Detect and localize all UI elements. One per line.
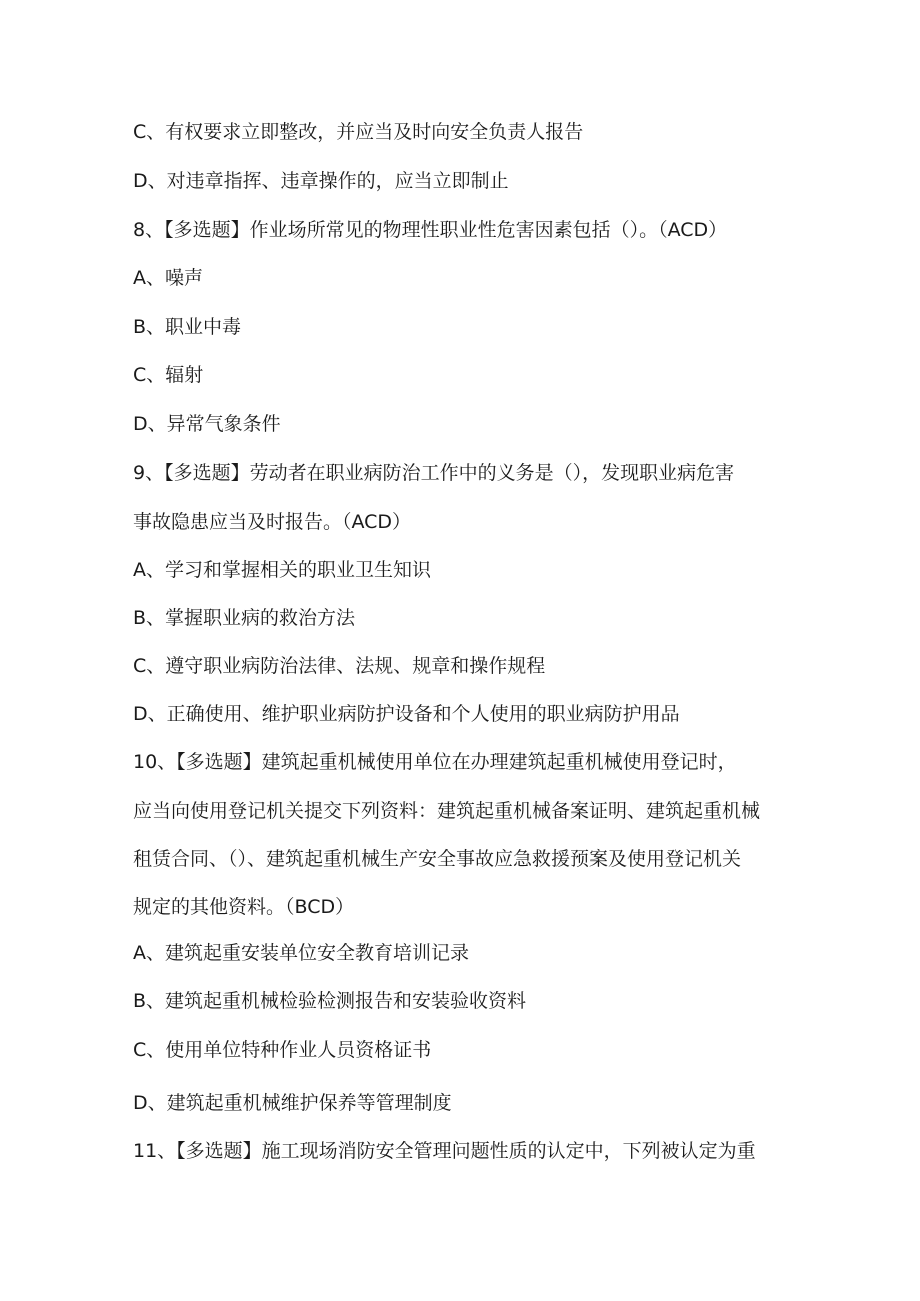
option-d-q10: D、建筑起重机械维护保养等管理制度 xyxy=(133,1092,452,1114)
option-a-q8: A、噪声 xyxy=(133,267,203,289)
option-b-q8: B、职业中毒 xyxy=(133,316,242,338)
option-c-q10: C、使用单位特种作业人员资格证书 xyxy=(133,1039,432,1061)
option-c-q7: C、有权要求立即整改，并应当及时向安全负责人报告 xyxy=(133,121,584,143)
option-d-q7: D、对违章指挥、违章操作的，应当立即制止 xyxy=(133,170,509,192)
option-b-q10: B、建筑起重机械检验检测报告和安装验收资料 xyxy=(133,990,527,1012)
option-d-q8: D、异常气象条件 xyxy=(133,413,281,435)
question-9-line-2: 事故隐患应当及时报告。（ACD） xyxy=(133,511,412,533)
question-8: 8、【多选题】作业场所常见的物理性职业性危害因素包括（）。（ACD） xyxy=(133,219,728,241)
question-10-line-3: 租赁合同、（）、建筑起重机械生产安全事故应急救援预案及使用登记机关 xyxy=(133,848,742,870)
question-11-line-1: 11、【多选题】施工现场消防安全管理问题性质的认定中，下列被认定为重 xyxy=(133,1140,756,1162)
question-10-line-2: 应当向使用登记机关提交下列资料：建筑起重机械备案证明、建筑起重机械 xyxy=(133,800,761,822)
question-9-line-1: 9、【多选题】劳动者在职业病防治工作中的义务是（），发现职业病危害 xyxy=(133,462,735,484)
option-c-q9: C、遵守职业病防治法律、法规、规章和操作规程 xyxy=(133,655,546,677)
option-a-q9: A、学习和掌握相关的职业卫生知识 xyxy=(133,559,431,581)
option-a-q10: A、建筑起重安装单位安全教育培训记录 xyxy=(133,942,469,964)
question-10-line-1: 10、【多选题】建筑起重机械使用单位在办理建筑起重机械使用登记时， xyxy=(133,751,737,773)
option-c-q8: C、辐射 xyxy=(133,364,204,386)
option-d-q9: D、正确使用、维护职业病防护设备和个人使用的职业病防护用品 xyxy=(133,703,680,725)
option-b-q9: B、掌握职业病的救治方法 xyxy=(133,607,356,629)
question-10-line-4: 规定的其他资料。（BCD） xyxy=(133,896,355,918)
